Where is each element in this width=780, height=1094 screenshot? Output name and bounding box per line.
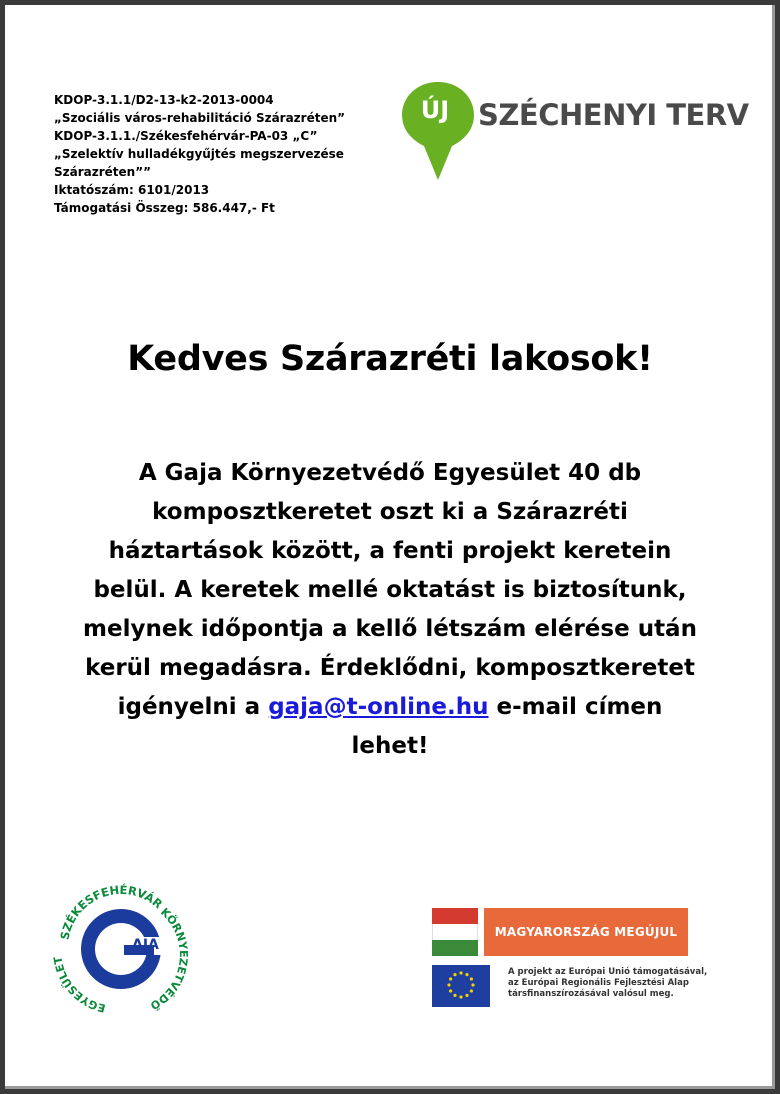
gaja-right-arc-text: KÖRNYEZETVÉDŐ	[147, 905, 190, 1013]
gaja-top-arc-text: SZÉKESFEHÉRVÁR	[57, 882, 166, 941]
announcement-line: belül. A keretek mellé oktatást is biztosítunk,	[93, 577, 687, 603]
page-title: Kedves Szárazréti lakosok!	[127, 339, 653, 379]
eu-flag-icon	[432, 965, 490, 1007]
eu-support-line: társfinanszírozásával valósul meg.	[508, 989, 674, 999]
page-shadow-bottom	[5, 1086, 775, 1089]
gaja-left-arc-text: EGYESÜLET	[51, 955, 107, 1015]
szechenyi-uj-badge: ÚJ	[420, 96, 450, 124]
gaja-logo	[46, 877, 196, 1017]
eu-support-line: A projekt az Európai Unió támogatásával,	[508, 967, 708, 977]
announcement-line: kerül megadásra. Érdeklődni, komposztkeretet	[85, 655, 695, 681]
project-info-line: Szárazréten””	[54, 165, 151, 179]
announcement-text	[40, 454, 740, 766]
announcement-line: háztartások között, a fenti projekt keretein	[108, 538, 672, 564]
announcement-line: A Gaja Környezetvédő Egyesület 40 db	[138, 460, 642, 486]
magyarorszag-megujul-badge	[432, 908, 688, 956]
email-link[interactable]: gaja@t-online.hu	[268, 694, 489, 720]
project-info-line: Támogatási Összeg: 586.447,- Ft	[54, 201, 275, 215]
email-prefix-text: igényelni a	[117, 694, 269, 720]
gaja-letters: AJA	[132, 937, 159, 953]
project-info	[54, 91, 394, 217]
project-info-line: KDOP-3.1.1./Székesfehérvár-PA-03 „C”	[54, 129, 318, 143]
magyarorszag-megujul-label: MAGYARORSZÁG MEGÚJUL	[484, 908, 688, 956]
announcement-line-email	[40, 688, 740, 727]
announcement-line: melynek időpontja a kellő létszám elérése után	[83, 616, 697, 642]
hungarian-flag-icon	[432, 908, 478, 956]
eu-support-line: az Európai Regionális Fejlesztési Alap	[508, 978, 689, 988]
eu-support-text	[508, 967, 718, 1000]
announcement-line: komposztkeretet oszt ki a Szárazréti	[152, 499, 628, 525]
project-info-line: „Szelektív hulladékgyűjtés megszervezése	[54, 147, 344, 161]
szechenyi-terv-text: SZÉCHENYI TERV	[478, 98, 749, 132]
project-info-line: „Szociális város-rehabilitáció Szárazréten”	[54, 111, 346, 125]
map-pin-icon	[398, 78, 478, 184]
page-shadow-right	[772, 5, 775, 1089]
announcement-line: lehet!	[351, 733, 429, 759]
eu-support-block	[432, 965, 712, 1009]
email-suffix-text: e-mail címen	[488, 694, 663, 720]
gaja-letter-g: G	[90, 969, 91, 970]
project-info-line: KDOP-3.1.1/D2-13-k2-2013-0004	[54, 93, 274, 107]
project-info-line: Iktatószám: 6101/2013	[54, 183, 210, 197]
